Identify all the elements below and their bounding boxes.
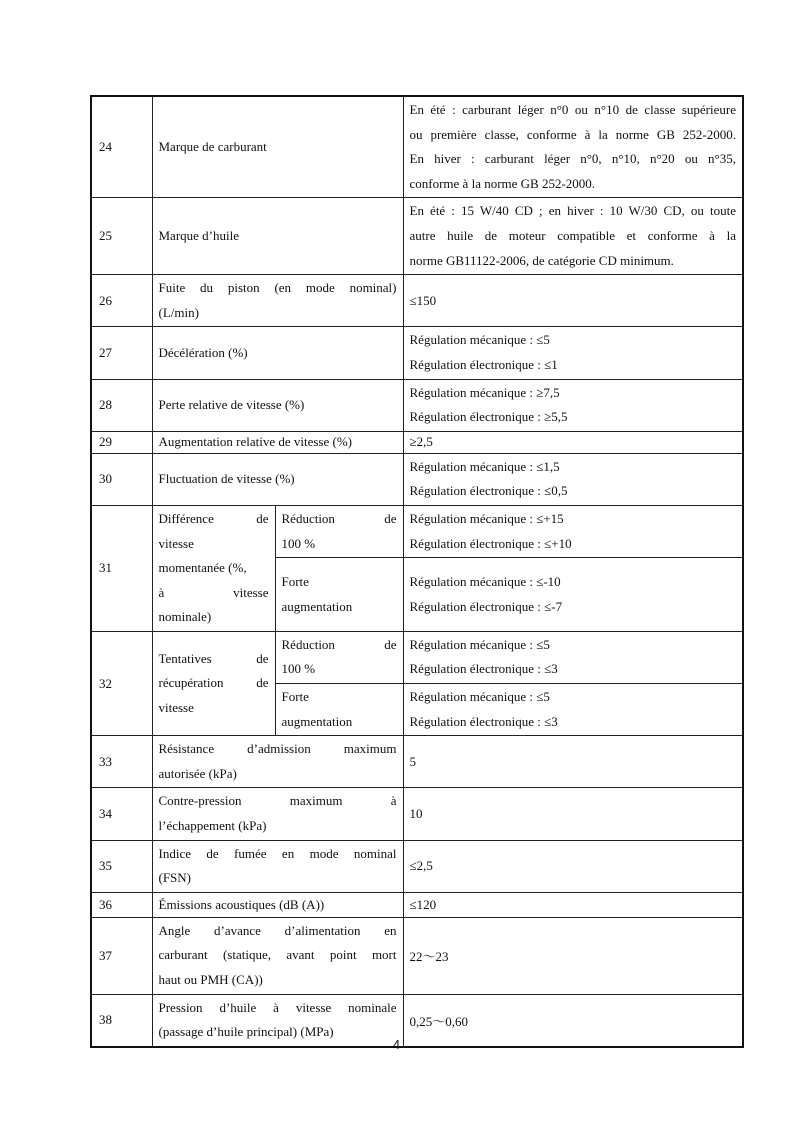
table-row xyxy=(91,736,743,788)
table-row xyxy=(91,453,743,505)
table-row xyxy=(91,431,743,453)
table-row xyxy=(91,631,743,683)
parameter-cell: Différence de vitesse momentanée (%, à vitesse nominale) xyxy=(152,505,275,631)
value-cell: 0,25～0,60 xyxy=(403,994,743,1047)
parameter-cell: Indice de fumée en mode nominal (FSN) xyxy=(152,840,403,892)
parameter-cell: Résistance d’admission maximum autorisée (kPa) xyxy=(152,736,403,788)
table-row xyxy=(91,788,743,840)
parameter-cell: Angle d’avance d’alimentation en carburant (statique, avant point mort haut ou PMH (CA)) xyxy=(152,917,403,994)
spec-table xyxy=(90,95,744,1048)
value-cell: Régulation mécanique : ≤1,5 Régulation électronique : ≤0,5 xyxy=(403,453,743,505)
table-row xyxy=(91,198,743,275)
row-number: 31 xyxy=(91,505,152,631)
value-cell: ≥2,5 xyxy=(403,431,743,453)
parameter-cell: Marque de carburant xyxy=(152,96,403,198)
row-number: 29 xyxy=(91,431,152,453)
row-number: 34 xyxy=(91,788,152,840)
row-number: 38 xyxy=(91,994,152,1047)
parameter-cell: Tentatives de récupération de vitesse xyxy=(152,631,275,735)
table-row xyxy=(91,840,743,892)
value-cell: ≤150 xyxy=(403,275,743,327)
sub-parameter-cell: Forte augmentation xyxy=(275,558,403,631)
parameter-cell: Pression d’huile à vitesse nominale (passage d’huile principal) (MPa) xyxy=(152,994,403,1047)
row-number: 32 xyxy=(91,631,152,735)
row-number: 25 xyxy=(91,198,152,275)
value-cell: Régulation mécanique : ≤-10 Régulation électronique : ≤-7 xyxy=(403,558,743,631)
value-cell: 22～23 xyxy=(403,917,743,994)
row-number: 26 xyxy=(91,275,152,327)
table-row xyxy=(91,892,743,917)
parameter-cell: Décélération (%) xyxy=(152,327,403,379)
table-row xyxy=(91,275,743,327)
page-number: 4 xyxy=(392,1037,401,1052)
value-cell: Régulation mécanique : ≤5 Régulation électronique : ≤3 xyxy=(403,631,743,683)
table-row xyxy=(91,96,743,198)
row-number: 35 xyxy=(91,840,152,892)
parameter-cell: Marque d’huile xyxy=(152,198,403,275)
table-row xyxy=(91,917,743,994)
row-number: 30 xyxy=(91,453,152,505)
sub-parameter-cell: Réduction de 100 % xyxy=(275,505,403,558)
parameter-cell: Perte relative de vitesse (%) xyxy=(152,379,403,431)
parameter-cell: Fluctuation de vitesse (%) xyxy=(152,453,403,505)
table-row xyxy=(91,327,743,379)
sub-parameter-cell: Réduction de 100 % xyxy=(275,631,403,683)
row-number: 28 xyxy=(91,379,152,431)
value-cell: ≤2,5 xyxy=(403,840,743,892)
row-number: 33 xyxy=(91,736,152,788)
table-row xyxy=(91,505,743,558)
row-number: 27 xyxy=(91,327,152,379)
row-number: 37 xyxy=(91,917,152,994)
parameter-cell: Émissions acoustiques (dB (A)) xyxy=(152,892,403,917)
value-cell: En été : carburant léger n°0 ou n°10 de classe supérieure ou première classe, conforme à la norme GB 252-2000. En hiver : carburant léger n°0, n°10, n°20 ou n°35, conforme à la norme GB 252-2000. xyxy=(403,96,743,198)
value-cell: En été : 15 W/40 CD ; en hiver : 10 W/30 CD, ou toute autre huile de moteur compatible et conforme à la norme GB11122-2006, de catégorie CD minimum. xyxy=(403,198,743,275)
parameter-cell: Fuite du piston (en mode nominal) (L/min) xyxy=(152,275,403,327)
parameter-cell: Augmentation relative de vitesse (%) xyxy=(152,431,403,453)
row-number: 36 xyxy=(91,892,152,917)
table-row xyxy=(91,379,743,431)
value-cell: Régulation mécanique : ≤+15 Régulation électronique : ≤+10 xyxy=(403,505,743,558)
parameter-cell: Contre-pression maximum à l’échappement (kPa) xyxy=(152,788,403,840)
value-cell: Régulation mécanique : ≤5 Régulation électronique : ≤3 xyxy=(403,684,743,736)
sub-parameter-cell: Forte augmentation xyxy=(275,684,403,736)
value-cell: Régulation mécanique : ≥7,5 Régulation électronique : ≥5,5 xyxy=(403,379,743,431)
value-cell: ≤120 xyxy=(403,892,743,917)
value-cell: 10 xyxy=(403,788,743,840)
value-cell: Régulation mécanique : ≤5 Régulation électronique : ≤1 xyxy=(403,327,743,379)
value-cell: 5 xyxy=(403,736,743,788)
row-number: 24 xyxy=(91,96,152,198)
